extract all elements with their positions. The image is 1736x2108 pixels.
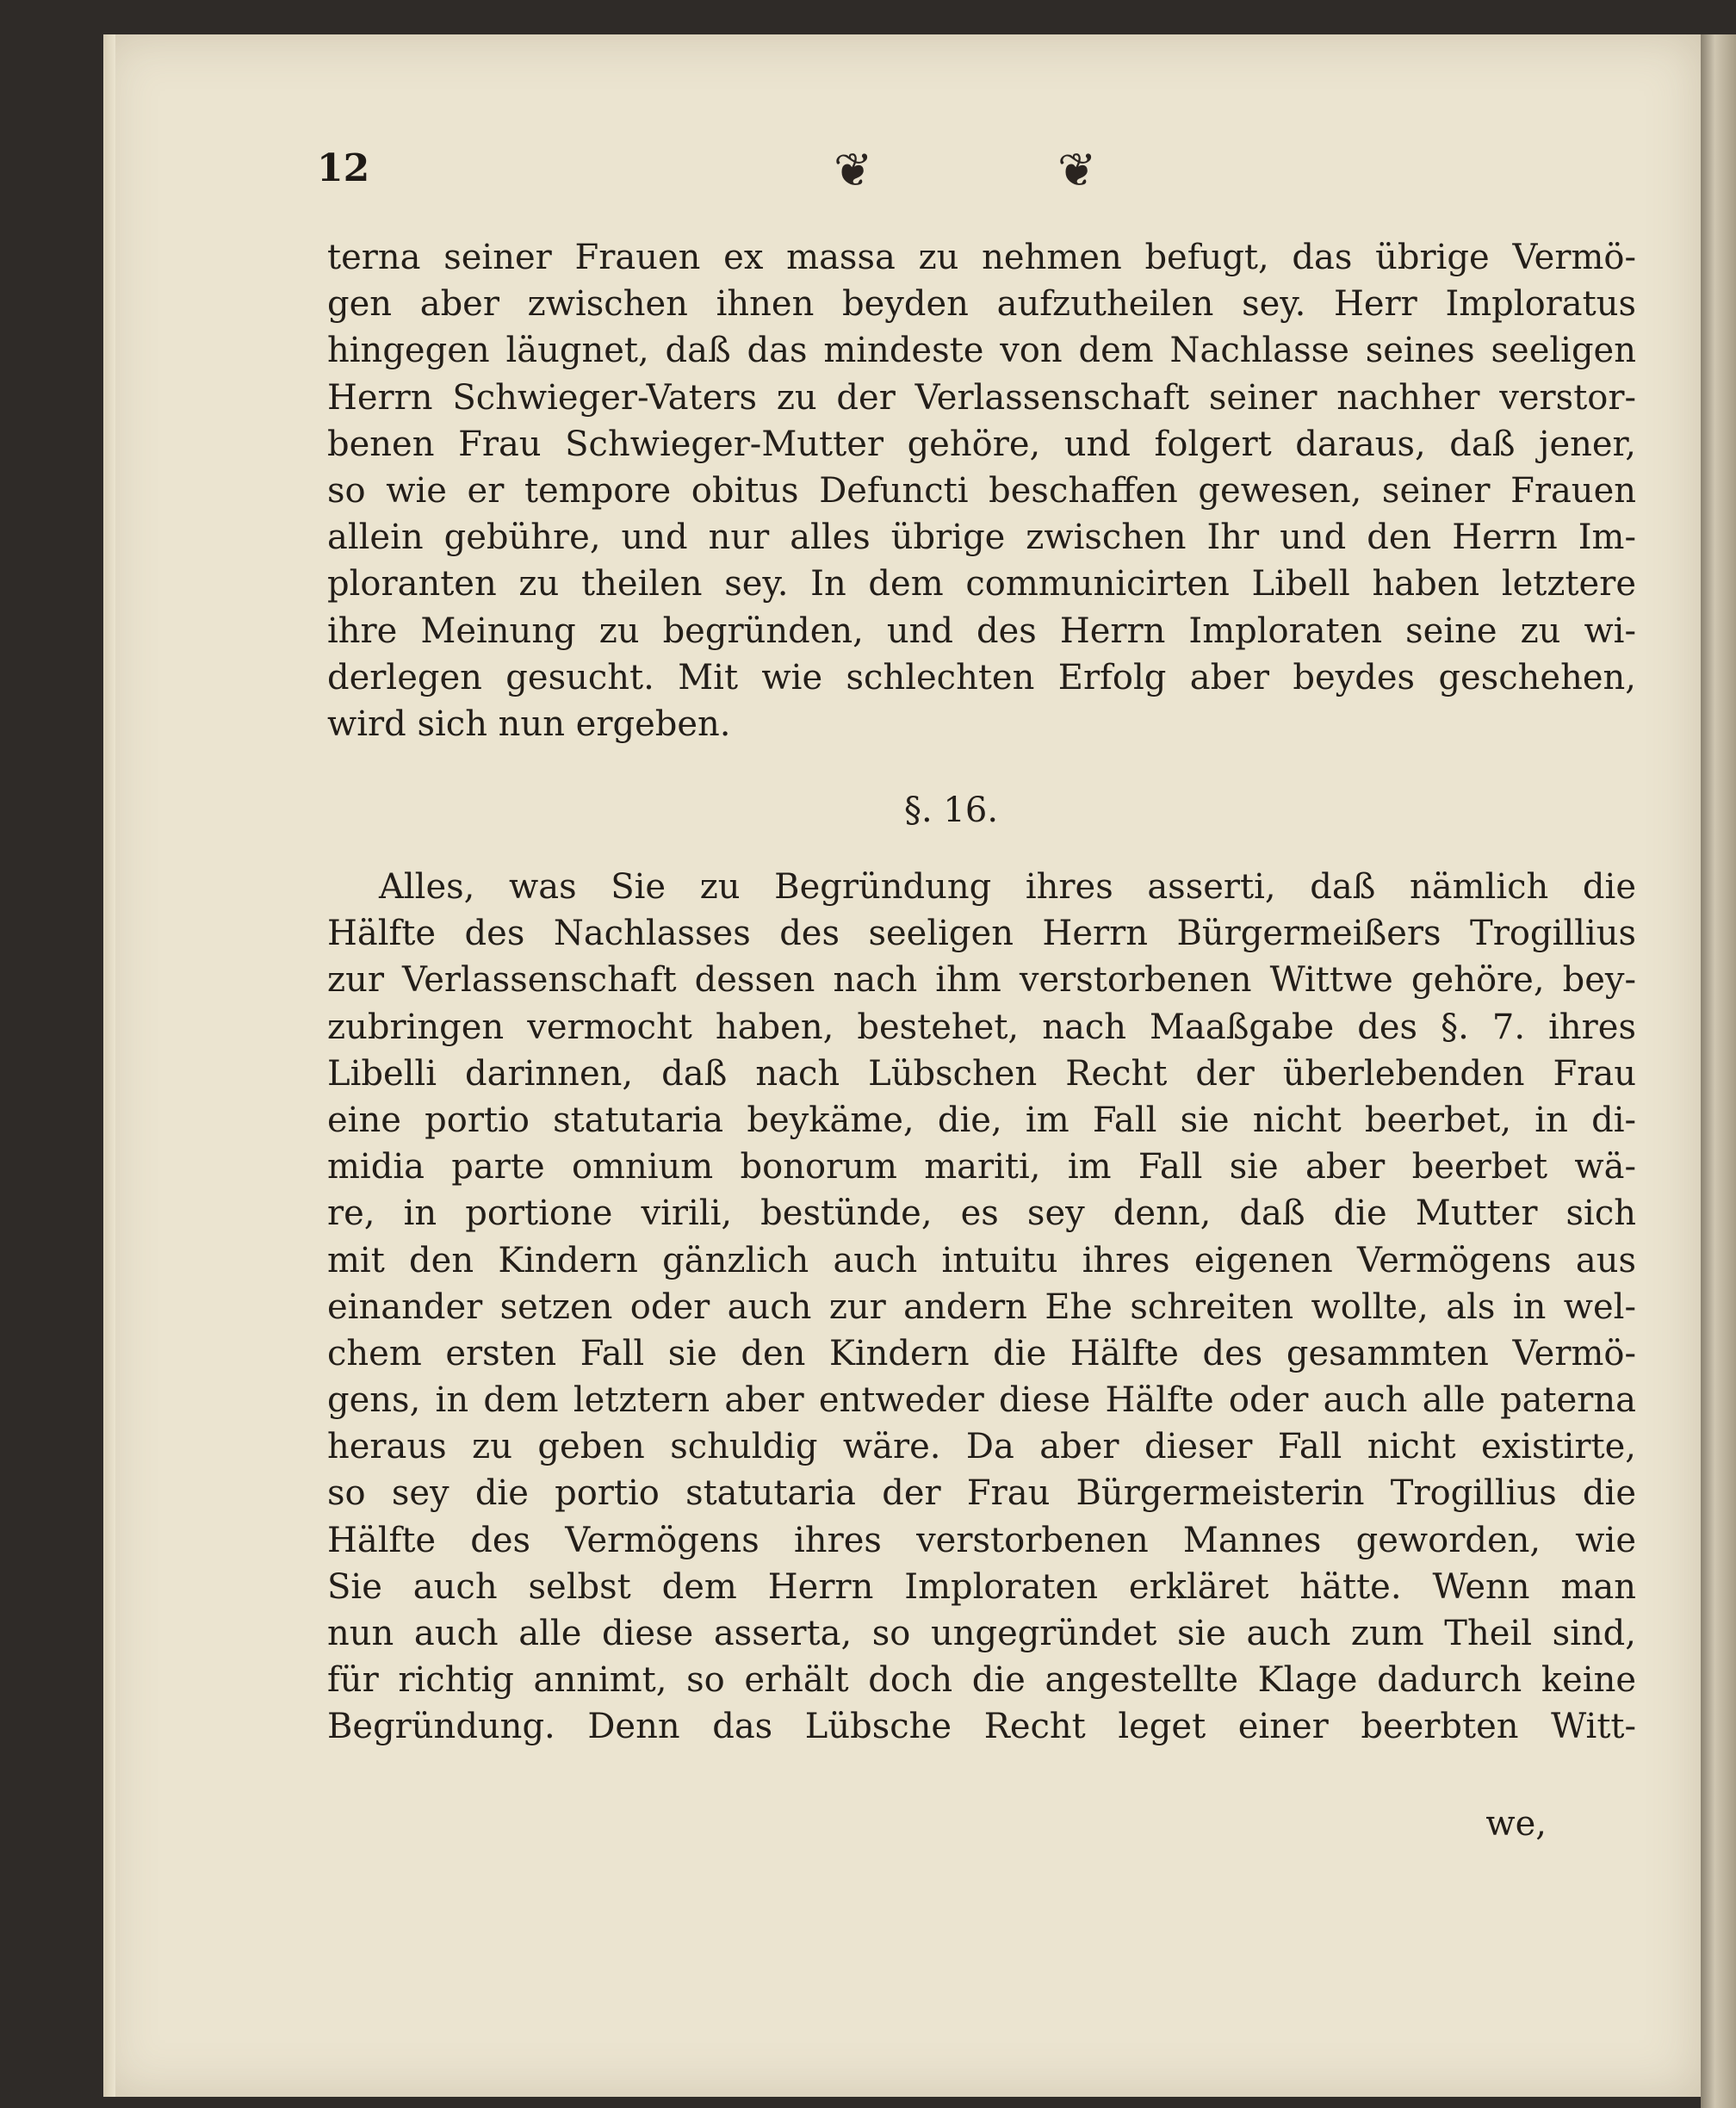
ornament-right-icon: ❦ <box>1057 143 1097 197</box>
book-gutter <box>1701 34 1736 2108</box>
text-line: zur Verlassenschaft dessen nach ihm verstorbenen Wittwe gehöre, bey- <box>327 960 1636 1001</box>
text-line: so sey die portio statutaria der Frau Bürgermeisterin Trogillius die <box>327 1473 1636 1514</box>
text-line: heraus zu geben schuldig wäre. Da aber dieser Fall nicht existirte, <box>327 1427 1636 1467</box>
text-line: ploranten zu theilen sey. In dem communicirten Libell haben letztere <box>327 564 1636 604</box>
text-line: mit den Kindern gänzlich auch intuitu ihres eigenen Vermögens aus <box>327 1240 1636 1280</box>
text-line: gens, in dem letztern aber entweder diese Hälfte oder auch alle paterna <box>327 1380 1636 1421</box>
text-line: ihre Meinung zu begründen, und des Herrn Imploraten seine zu wi- <box>327 611 1636 651</box>
text-line: einander setzen oder auch zur andern Ehe schreiten wollte, als in wel- <box>327 1286 1636 1327</box>
ornament-left-icon: ❦ <box>834 143 873 197</box>
text-line: Alles, was Sie zu Begründung ihres asserti, daß nämlich die <box>379 867 1636 907</box>
text-line: benen Frau Schwieger-Mutter gehöre, und folgert daraus, daß jener, <box>327 424 1636 464</box>
paragraph-1 <box>327 234 1636 747</box>
text-line: für richtig annimt, so erhält doch die angestellte Klage dadurch keine <box>327 1660 1636 1701</box>
text-line: Hälfte des Nachlasses des seeligen Herrn Bürgermeißers Trogillius <box>327 914 1636 954</box>
text-line: derlegen gesucht. Mit wie schlechten Erfolg aber beydes geschehen, <box>327 657 1636 698</box>
section-heading: §. 16. <box>904 790 999 830</box>
text-line: Herrn Schwieger-Vaters zu der Verlassenschaft seiner nachher verstor- <box>327 377 1636 418</box>
text-line: allein gebühre, und nur alles übrige zwischen Ihr und den Herrn Im- <box>327 518 1636 558</box>
paragraph-2 <box>327 864 1636 1751</box>
page-number: 12 <box>317 146 370 190</box>
text-line: re, in portione virili, bestünde, es sey denn, daß die Mutter sich <box>327 1194 1636 1234</box>
page-header <box>317 143 1643 207</box>
text-line: Libelli darinnen, daß nach Lübschen Recht der überlebenden Frau <box>327 1053 1636 1094</box>
text-line: nun auch alle diese asserta, so ungegründet sie auch zum Theil sind, <box>327 1614 1636 1653</box>
text-line: midia parte omnium bonorum mariti, im Fall sie aber beerbet wä- <box>327 1147 1636 1187</box>
text-line: wird sich nun ergeben. <box>327 704 731 744</box>
text-line: Hälfte des Vermögens ihres verstorbenen Mannes geworden, wie <box>327 1520 1636 1560</box>
text-line: hingegen läugnet, daß das mindeste von dem Nachlasse seines seeligen <box>327 331 1636 371</box>
catchword: we, <box>1485 1804 1547 1844</box>
text-line: eine portio statutaria beykäme, die, im Fall sie nicht beerbet, in di- <box>327 1100 1636 1140</box>
text-line: gen aber zwischen ihnen beyden aufzutheilen sey. Herr Imploratus <box>327 284 1636 325</box>
page-edge <box>105 34 115 2097</box>
text-line: Begründung. Denn das Lübsche Recht leget einer beerbten Witt- <box>327 1707 1636 1747</box>
text-line: so wie er tempore obitus Defuncti beschaffen gewesen, seiner Frauen <box>327 470 1636 511</box>
text-line: zubringen vermocht haben, bestehet, nach Maaßgabe des §. 7. ihres <box>327 1007 1636 1047</box>
text-line: chem ersten Fall sie den Kindern die Hälfte des gesammten Vermö- <box>327 1333 1636 1373</box>
text-line: terna seiner Frauen ex massa zu nehmen befugt, das übrige Vermö- <box>327 238 1636 277</box>
text-line: Sie auch selbst dem Herrn Imploraten erkläret hätte. Wenn man <box>327 1566 1636 1607</box>
